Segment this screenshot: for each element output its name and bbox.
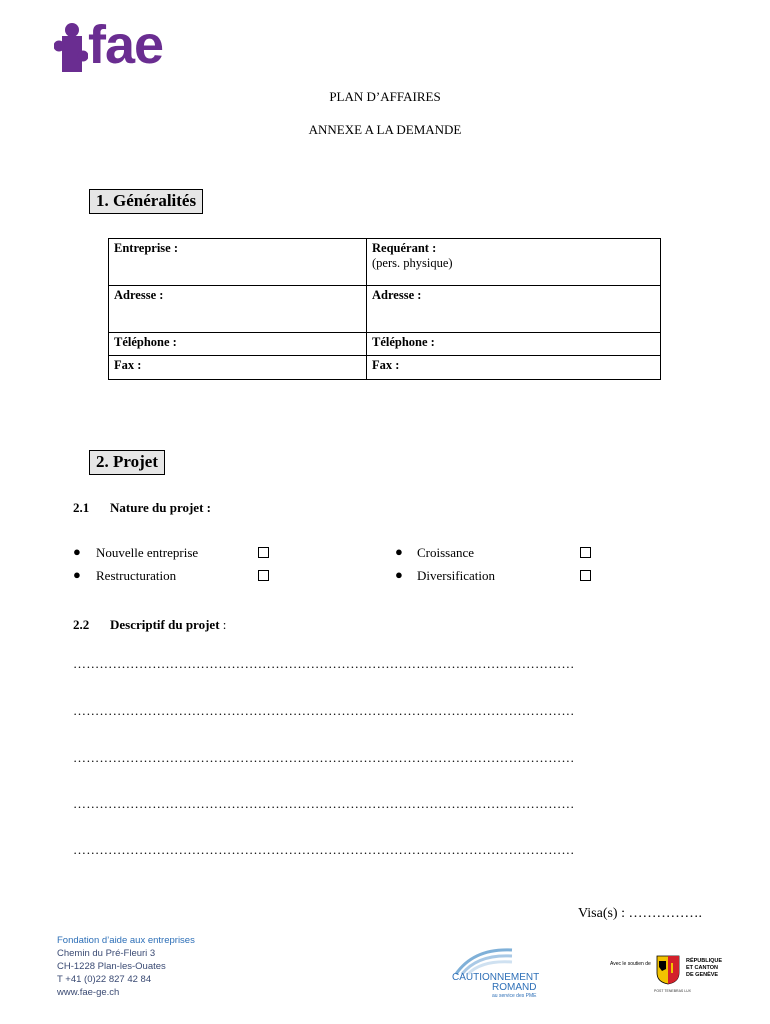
visa-field[interactable]: Visa(s) : ……………. <box>578 906 702 921</box>
descriptif-heading <box>110 617 226 633</box>
applicant-label: Requérant : <box>372 241 437 255</box>
fax-label-left: Fax : <box>114 358 142 372</box>
description-line[interactable]: …………………………………………………………………………………………………… <box>73 703 575 718</box>
geneve-line1: RÉPUBLIQUE <box>686 958 723 964</box>
company-label: Entreprise : <box>114 241 178 255</box>
footer-phone: T +41 (0)22 827 42 84 <box>57 974 152 985</box>
bullet-icon: ● <box>73 544 81 559</box>
table-cell[interactable] <box>109 286 367 333</box>
option-diversification: Diversification <box>417 568 495 583</box>
checkbox-restructuration[interactable] <box>258 570 269 581</box>
address-label-right: Adresse : <box>372 288 422 302</box>
cautionnement-romand-logo <box>452 946 552 1002</box>
description-line[interactable]: …………………………………………………………………………………………………… <box>73 750 575 765</box>
option-nouvelle-entreprise: Nouvelle entreprise <box>96 545 199 560</box>
table-cell[interactable] <box>367 356 661 380</box>
address-label-left: Adresse : <box>114 288 164 302</box>
caution-line2: ROMAND <box>492 982 537 993</box>
option-croissance: Croissance <box>417 545 475 560</box>
description-line[interactable]: …………………………………………………………………………………………………… <box>73 656 575 671</box>
footer-city: CH-1228 Plan-les-Ouates <box>57 961 166 972</box>
description-line[interactable]: …………………………………………………………………………………………………… <box>73 796 575 811</box>
section-heading-generalites: 1. Généralités <box>89 189 203 214</box>
geneve-line2: ET CANTON <box>686 965 718 971</box>
footer-web: www.fae-ge.ch <box>57 987 120 998</box>
phone-label-right: Téléphone : <box>372 335 435 349</box>
puzzle-piece-icon <box>54 22 88 72</box>
page-subtitle: ANNEXE A LA DEMANDE <box>308 122 462 137</box>
section-heading-projet: 2. Projet <box>89 450 165 475</box>
general-info-table <box>108 238 661 380</box>
bullet-icon: ● <box>395 567 403 582</box>
support-label: Avec le soutien de <box>610 961 651 967</box>
checkbox-croissance[interactable] <box>580 547 591 558</box>
table-cell[interactable] <box>367 333 661 356</box>
geneva-coat-of-arms-icon <box>656 955 680 985</box>
descriptif-label: Descriptif du projet <box>110 617 220 632</box>
nature-label: Nature du projet : <box>110 500 211 515</box>
descriptif-colon: : <box>219 617 227 632</box>
page-title: PLAN D’AFFAIRES <box>329 89 441 104</box>
description-line[interactable]: …………………………………………………………………………………………………… <box>73 842 575 857</box>
table-cell[interactable] <box>109 239 367 286</box>
table-cell[interactable] <box>109 333 367 356</box>
phone-label-left: Téléphone : <box>114 335 177 349</box>
table-row <box>109 239 661 286</box>
bullet-icon: ● <box>395 544 403 559</box>
logo-wordmark: fae <box>88 15 164 75</box>
caution-tagline: au service des PME <box>492 993 537 999</box>
checkbox-nouvelle-entreprise[interactable] <box>258 547 269 558</box>
geneve-motto: POST TENEBRAS LUX <box>654 989 692 993</box>
bullet-icon: ● <box>73 567 81 582</box>
descriptif-number: 2.2 <box>73 617 90 632</box>
geneve-support-logo <box>610 953 730 1001</box>
table-cell[interactable] <box>109 356 367 380</box>
geneve-line3: DE GENÈVE <box>686 972 719 978</box>
caution-line1: CAUTIONNEMENT <box>452 972 540 983</box>
option-restructuration: Restructuration <box>96 568 177 583</box>
table-cell[interactable] <box>367 286 661 333</box>
applicant-note: (pers. physique) <box>372 256 453 270</box>
nature-number: 2.1 <box>73 500 90 515</box>
table-row <box>109 333 661 356</box>
table-row <box>109 356 661 380</box>
footer-org: Fondation d’aide aux entreprises <box>57 935 195 946</box>
checkbox-diversification[interactable] <box>580 570 591 581</box>
footer-address <box>57 934 195 999</box>
fax-label-right: Fax : <box>372 358 400 372</box>
fae-logo <box>54 16 194 74</box>
table-row <box>109 286 661 333</box>
table-cell[interactable] <box>367 239 661 286</box>
footer-street: Chemin du Pré-Fleuri 3 <box>57 948 156 959</box>
